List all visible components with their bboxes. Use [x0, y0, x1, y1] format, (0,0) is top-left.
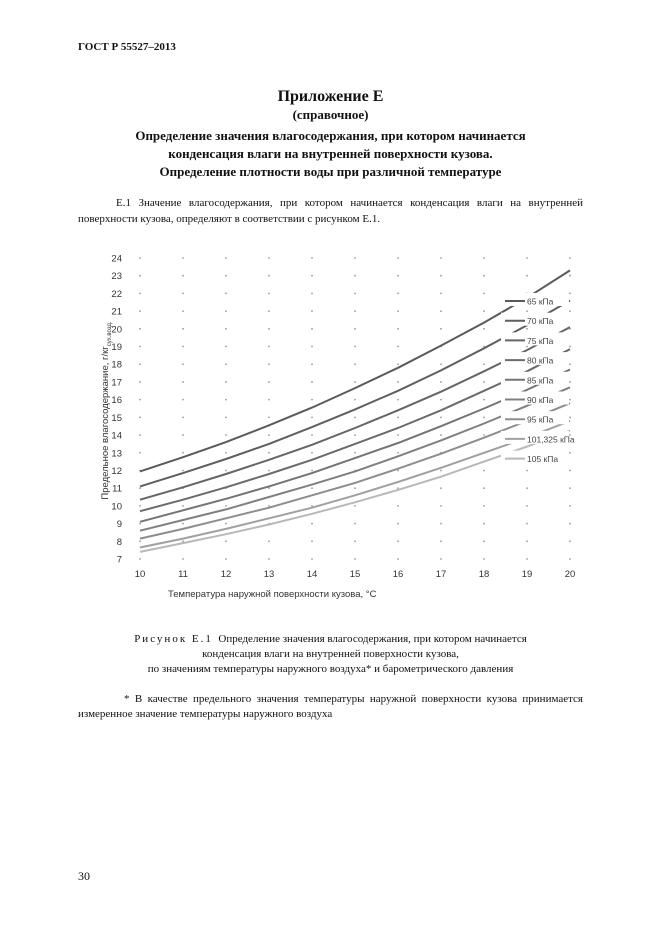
grid-dot — [483, 487, 485, 489]
grid-dot — [397, 558, 399, 560]
grid-dot — [397, 434, 399, 436]
grid-dot — [483, 558, 485, 560]
grid-dot — [225, 434, 227, 436]
grid-dot — [483, 399, 485, 401]
grid-dot — [311, 434, 313, 436]
grid-dot — [569, 416, 571, 418]
grid-dot — [182, 434, 184, 436]
x-tick-label: 16 — [392, 569, 404, 580]
legend-label: 75 кПа — [527, 335, 554, 346]
appendix-title: Приложение Е — [277, 88, 384, 105]
grid-dot — [139, 293, 141, 295]
grid-dot — [311, 487, 313, 489]
grid-dot — [397, 505, 399, 507]
grid-dot — [268, 293, 270, 295]
grid-dot — [569, 346, 571, 348]
x-tick-label: 18 — [478, 569, 490, 580]
grid-dot — [268, 328, 270, 330]
grid-dot — [311, 310, 313, 312]
grid-dot — [225, 540, 227, 542]
grid-dot — [483, 310, 485, 312]
grid-dot — [311, 257, 313, 259]
grid-dot — [182, 293, 184, 295]
x-tick-label: 15 — [349, 569, 361, 580]
grid-dot — [526, 328, 528, 330]
grid-dot — [569, 540, 571, 542]
grid-dot — [311, 381, 313, 383]
grid-dot — [526, 540, 528, 542]
grid-dot — [182, 505, 184, 507]
grid-dot — [225, 346, 227, 348]
grid-dot — [526, 470, 528, 472]
y-axis-title: Предельное влагосодержание, $г/кг_{сух.возд.}$ — [100, 321, 113, 500]
grid-dot — [182, 310, 184, 312]
grid-dot — [182, 523, 184, 525]
grid-dot — [311, 452, 313, 454]
grid-dot — [354, 487, 356, 489]
grid-dot — [397, 523, 399, 525]
caption-line: конденсация влаги на внутренней поверхности кузова, — [202, 648, 459, 660]
grid-dot — [483, 505, 485, 507]
grid-dot — [139, 310, 141, 312]
grid-dot — [225, 381, 227, 383]
grid-dot — [526, 257, 528, 259]
grid-dot — [182, 328, 184, 330]
grid-dot — [397, 275, 399, 277]
figure-label: Рисунок Е.1 — [134, 633, 213, 645]
grid-dot — [440, 310, 442, 312]
y-tick-label: 16 — [111, 395, 122, 407]
legend-label: 65 кПа — [527, 296, 554, 307]
caption-line: по значениям температуры наружного воздуха* и барометрического давления — [147, 663, 514, 675]
grid-dot — [526, 275, 528, 277]
y-tick-label: 22 — [111, 288, 122, 300]
grid-dot — [268, 452, 270, 454]
y-tick-label: 15 — [111, 412, 122, 424]
grid-dot — [483, 381, 485, 383]
grid-dot — [483, 363, 485, 365]
grid-dot — [569, 487, 571, 489]
grid-dot — [440, 416, 442, 418]
x-axis-title: Температура наружной поверхности кузова, °С — [168, 589, 377, 600]
grid-dot — [440, 523, 442, 525]
grid-dot — [397, 381, 399, 383]
y-tick-label: 14 — [111, 430, 122, 442]
grid-dot — [182, 363, 184, 365]
figure-caption — [0, 632, 661, 677]
grid-dot — [182, 257, 184, 259]
legend-label: 90 кПа — [527, 395, 554, 405]
grid-dot — [354, 434, 356, 436]
grid-dot — [354, 452, 356, 454]
grid-dot — [397, 363, 399, 365]
grid-dot — [440, 328, 442, 330]
grid-dot — [397, 540, 399, 542]
grid-dot — [182, 381, 184, 383]
grid-dot — [526, 558, 528, 560]
y-tick-label: 24 — [111, 253, 122, 265]
grid-dot — [354, 381, 356, 383]
grid-dot — [139, 558, 141, 560]
grid-dot — [354, 257, 356, 259]
grid-dot — [483, 434, 485, 436]
grid-dot — [354, 328, 356, 330]
x-tick-label: 20 — [564, 569, 576, 580]
grid-dot — [397, 328, 399, 330]
grid-dot — [268, 346, 270, 348]
grid-dot — [526, 505, 528, 507]
grid-dot — [569, 381, 571, 383]
grid-dot — [569, 293, 571, 295]
grid-dot — [139, 452, 141, 454]
grid-dot — [440, 275, 442, 277]
grid-dot — [311, 328, 313, 330]
grid-dot — [182, 540, 184, 542]
grid-dot — [268, 381, 270, 383]
grid-dot — [225, 452, 227, 454]
grid-dot — [311, 470, 313, 472]
grid-dot — [440, 381, 442, 383]
grid-dot — [311, 363, 313, 365]
grid-dot — [569, 523, 571, 525]
grid-dot — [526, 310, 528, 312]
chart-svg — [78, 240, 588, 610]
grid-dot — [225, 257, 227, 259]
grid-dot — [440, 558, 442, 560]
standard-header: ГОСТ Р 55527–2013 — [78, 41, 176, 53]
grid-dot — [139, 275, 141, 277]
grid-dot — [354, 363, 356, 365]
y-tick-label: 9 — [116, 519, 122, 531]
grid-dot — [354, 540, 356, 542]
grid-dot — [311, 558, 313, 560]
grid-dot — [483, 257, 485, 259]
y-tick-label: 21 — [111, 306, 122, 318]
grid-dot — [483, 416, 485, 418]
grid-dot — [182, 558, 184, 560]
y-tick-label: 13 — [111, 448, 122, 460]
grid-dot — [139, 434, 141, 436]
grid-dot — [440, 470, 442, 472]
grid-dot — [268, 257, 270, 259]
appendix-status: (справочное) — [292, 107, 369, 122]
grid-dot — [440, 487, 442, 489]
y-tick-label: 23 — [111, 271, 122, 283]
grid-dot — [225, 470, 227, 472]
y-tick-label: 7 — [116, 554, 122, 566]
grid-dot — [440, 540, 442, 542]
y-tick-label: 12 — [111, 465, 122, 477]
grid-dot — [268, 363, 270, 365]
grid-dot — [139, 381, 141, 383]
y-tick-label: 19 — [111, 342, 122, 354]
grid-dot — [139, 363, 141, 365]
grid-dot — [569, 470, 571, 472]
x-tick-label: 17 — [435, 569, 447, 580]
grid-dot — [483, 470, 485, 472]
y-tick-label: 10 — [111, 501, 122, 513]
grid-dot — [397, 416, 399, 418]
grid-dot — [483, 328, 485, 330]
grid-dot — [225, 275, 227, 277]
y-tick-label: 11 — [112, 483, 122, 495]
grid-dot — [225, 363, 227, 365]
caption-line: Определение значения влагосодержания, при котором начинается — [218, 633, 527, 645]
grid-dot — [225, 328, 227, 330]
grid-dot — [440, 293, 442, 295]
grid-dot — [440, 434, 442, 436]
grid-dot — [311, 399, 313, 401]
figure-e1-chart — [78, 240, 588, 615]
grid-dot — [397, 452, 399, 454]
appendix-heading — [0, 127, 661, 181]
grid-dot — [569, 505, 571, 507]
legend-label: 85 кПа — [527, 375, 554, 386]
grid-dot — [268, 434, 270, 436]
grid-dot — [354, 310, 356, 312]
grid-dot — [483, 275, 485, 277]
grid-dot — [397, 346, 399, 348]
grid-dot — [354, 293, 356, 295]
grid-dot — [182, 452, 184, 454]
grid-dot — [311, 293, 313, 295]
grid-dot — [354, 523, 356, 525]
grid-dot — [354, 558, 356, 560]
grid-dot — [139, 346, 141, 348]
grid-dot — [182, 416, 184, 418]
grid-dot — [225, 293, 227, 295]
grid-dot — [311, 416, 313, 418]
grid-dot — [397, 257, 399, 259]
grid-dot — [268, 310, 270, 312]
paragraph-e1: Е.1 Значение влагосодержания, при котором начинается конденсация влаги на внутренней поверхности кузова, определяют в соответствии с рисунком Е.1. — [78, 197, 583, 225]
grid-dot — [354, 399, 356, 401]
legend-label: 105 кПа — [527, 454, 559, 465]
grid-dot — [268, 416, 270, 418]
grid-dot — [225, 310, 227, 312]
grid-dot — [268, 558, 270, 560]
grid-dot — [311, 275, 313, 277]
grid-dot — [268, 540, 270, 542]
x-tick-label: 11 — [178, 569, 188, 580]
grid-dot — [354, 416, 356, 418]
x-tick-label: 10 — [134, 569, 146, 580]
grid-dot — [354, 346, 356, 348]
grid-dot — [569, 275, 571, 277]
grid-dot — [397, 310, 399, 312]
y-tick-label: 18 — [111, 359, 122, 371]
legend-label: 95 кПа — [527, 414, 554, 425]
grid-dot — [139, 487, 141, 489]
grid-dot — [139, 257, 141, 259]
grid-dot — [483, 293, 485, 295]
grid-dot — [311, 523, 313, 525]
grid-dot — [225, 416, 227, 418]
grid-dot — [139, 399, 141, 401]
y-tick-label: 17 — [111, 377, 122, 389]
grid-dot — [225, 505, 227, 507]
grid-dot — [569, 452, 571, 454]
x-tick-label: 14 — [306, 569, 318, 580]
grid-dot — [268, 399, 270, 401]
grid-dot — [397, 293, 399, 295]
grid-dot — [139, 505, 141, 507]
grid-dot — [569, 310, 571, 312]
grid-dot — [526, 487, 528, 489]
grid-dot — [139, 416, 141, 418]
grid-dot — [225, 523, 227, 525]
legend-label: 101,325 кПа — [527, 434, 575, 445]
grid-dot — [440, 399, 442, 401]
grid-dot — [440, 505, 442, 507]
grid-dot — [354, 275, 356, 277]
y-tick-label: 20 — [111, 324, 122, 336]
grid-dot — [440, 363, 442, 365]
grid-dot — [139, 328, 141, 330]
grid-dot — [311, 346, 313, 348]
grid-dot — [268, 470, 270, 472]
grid-dot — [483, 523, 485, 525]
heading-line: Определение плотности воды при различной температуре — [159, 164, 502, 179]
y-tick-label: 8 — [116, 536, 122, 548]
legend-label: 80 кПа — [527, 355, 554, 366]
heading-line: конденсация влаги на внутренней поверхности кузова. — [168, 146, 493, 161]
heading-line: Определение значения влагосодержания, при котором начинается — [135, 128, 526, 143]
grid-dot — [440, 257, 442, 259]
grid-dot — [139, 540, 141, 542]
legend-label: 70 кПа — [527, 316, 554, 327]
grid-dot — [139, 523, 141, 525]
page-number: 30 — [78, 869, 90, 883]
footnote: * В качестве предельного значения температуры наружной поверхности кузова принимается измеренное значение температуры наружного воздуха — [78, 693, 583, 720]
grid-dot — [182, 399, 184, 401]
x-tick-label: 12 — [220, 569, 232, 580]
grid-dot — [268, 275, 270, 277]
grid-dot — [354, 505, 356, 507]
x-tick-label: 19 — [521, 569, 533, 580]
grid-dot — [225, 399, 227, 401]
x-tick-label: 13 — [263, 569, 275, 580]
grid-dot — [569, 257, 571, 259]
grid-dot — [397, 399, 399, 401]
grid-dot — [569, 399, 571, 401]
grid-dot — [182, 275, 184, 277]
grid-dot — [182, 346, 184, 348]
grid-dot — [483, 540, 485, 542]
grid-dot — [182, 470, 184, 472]
grid-dot — [311, 540, 313, 542]
grid-dot — [569, 558, 571, 560]
grid-dot — [225, 558, 227, 560]
grid-dot — [526, 523, 528, 525]
grid-dot — [569, 363, 571, 365]
